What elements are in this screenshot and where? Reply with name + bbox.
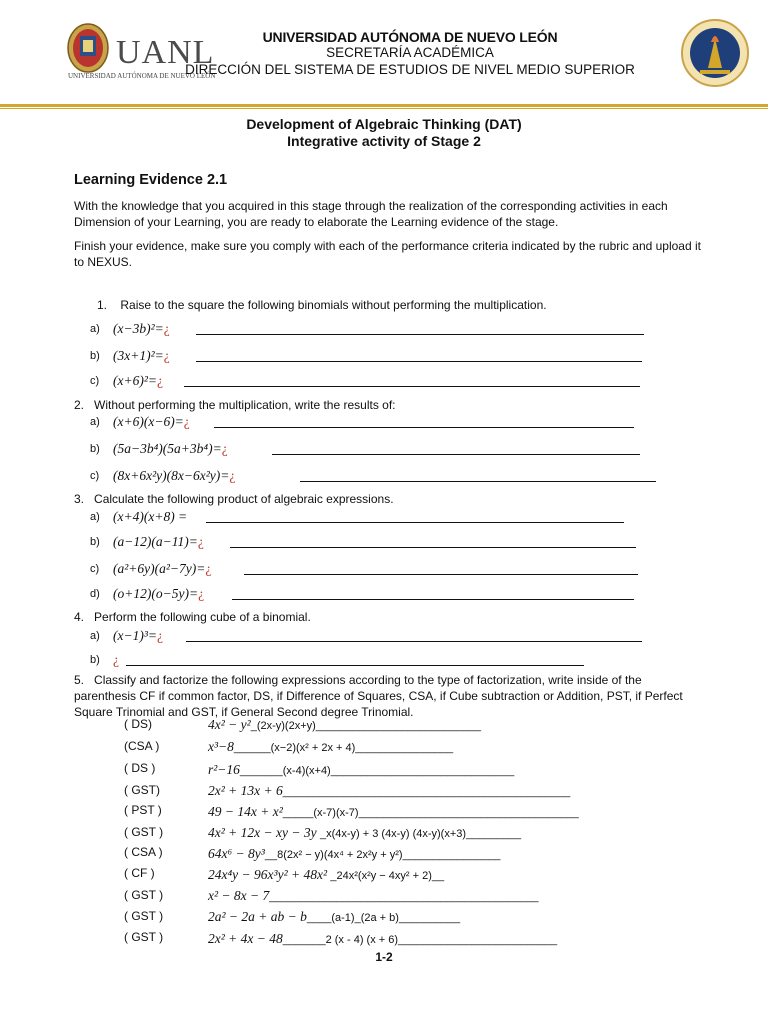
classification-box[interactable]: ( GST) xyxy=(124,783,160,797)
factor-row: 4x² + 12x − xy − 3y _x(4x-y) + 3 (4x-y) (4x-y)(x+3)_________ xyxy=(208,825,522,840)
factor-row: x³−8______(x−2)(x² + 2x + 4)________________ xyxy=(208,739,454,754)
classification-box[interactable]: (CSA ) xyxy=(124,739,160,753)
direccion-label: DIRECCIÓN DEL SISTEMA DE ESTUDIOS DE NIVEL MEDIO SUPERIOR xyxy=(185,62,635,77)
factor-row: x² − 8x − 7____________________________________________ xyxy=(208,888,539,903)
item-label: a) xyxy=(90,416,100,428)
classification-box[interactable]: ( DS ) xyxy=(124,761,156,775)
expression: (o+12)(o−5y)=¿ xyxy=(113,586,205,601)
answer-line[interactable] xyxy=(126,665,584,666)
expression: (x−1)³=¿ xyxy=(113,628,164,643)
question-number: 1. xyxy=(97,298,108,312)
expression: (a−12)(a−11)=¿ xyxy=(113,534,204,549)
factor-row: 2a² − 2a + ab − b____(a-1)_(2a + b)__________ xyxy=(208,909,461,924)
factor-row: r²−16_______(x-4)(x+4)______________________________ xyxy=(208,762,515,777)
question-4: 4. Perform the following cube of a binomial. xyxy=(74,610,311,624)
item-label: c) xyxy=(90,470,100,482)
expression: (x+6)(x−6)=¿ xyxy=(113,414,190,429)
factor-row: 4x² − y²_(2x-y)(2x+y)___________________________ xyxy=(208,717,481,732)
uanl-seal-icon xyxy=(66,22,110,74)
item-label: c) xyxy=(90,375,100,387)
classification-box[interactable]: ( DS) xyxy=(124,717,152,731)
classification-box[interactable]: ( GST ) xyxy=(124,825,164,839)
answer-line[interactable] xyxy=(232,599,634,600)
item-label: b) xyxy=(90,654,100,666)
classification-box[interactable]: ( GST ) xyxy=(124,930,164,944)
page-number: 1-2 xyxy=(375,950,393,964)
answer-line[interactable] xyxy=(300,481,656,482)
factor-row: 64x⁶ − 8y³__8(2x² − y)(4x⁴ + 2x²y + y²)________________ xyxy=(208,846,501,861)
answer-line[interactable] xyxy=(206,522,624,523)
evidence-heading: Learning Evidence 2.1 xyxy=(74,172,228,188)
expression: (x+6)²=¿ xyxy=(113,373,164,388)
factor-row: 2x² + 13x + 6_______________________________________________ xyxy=(208,783,571,798)
item-label: a) xyxy=(90,511,100,523)
item-label: b) xyxy=(90,350,100,362)
expression: (3x+1)²=¿ xyxy=(113,348,170,363)
question-5: 5. Classify and factorize the following expressions according to the type of factorization, write inside of the parenthesis CF if common factor, DS, if Difference of Squares, CSA, if Cube subtraction or Addition, PST, if Perfect Square Trinomial and GST, if General Second degree Trinomial. xyxy=(74,673,683,719)
classification-box[interactable]: ( CSA ) xyxy=(124,845,163,859)
intro-paragraph: With the knowledge that you acquired in this stage through the realization of the corresponding activities in each Dimension of your Learning, you are ready to elaborate the Learning evidence of the stage. xyxy=(74,199,668,229)
question-text: Without performing the multiplication, write the results of: xyxy=(94,398,396,412)
classification-box[interactable]: ( CF ) xyxy=(124,866,155,880)
question-text: Perform the following cube of a binomial. xyxy=(94,610,311,624)
answer-line[interactable] xyxy=(214,427,634,428)
question-text: Raise to the square the following binomials without performing the multiplication. xyxy=(120,298,547,312)
logo-wordmark: UANL xyxy=(116,34,215,71)
answer-line[interactable] xyxy=(196,334,644,335)
logo-subtext: UNIVERSIDAD AUTÓNOMA DE NUEVO LEÓN xyxy=(68,72,216,80)
question-2: 2. Without performing the multiplication, write the results of: xyxy=(74,398,396,412)
university-name: UNIVERSIDAD AUTÓNOMA DE NUEVO LEÓN xyxy=(262,29,558,45)
factor-row: 49 − 14x + x²_____(x-7)(x-7)____________________________________ xyxy=(208,804,579,819)
header-divider-thin xyxy=(0,108,768,109)
expression: (8x+6x²y)(8x−6x²y)=¿ xyxy=(113,468,236,483)
item-label: b) xyxy=(90,443,100,455)
secretaria-label: SECRETARÍA ACADÉMICA xyxy=(326,45,494,60)
question-text: Calculate the following product of algebraic expressions. xyxy=(94,492,394,506)
factor-row: 24x⁴y − 96x³y² + 48x² _24x²(x²y − 4xy² + 2)__ xyxy=(208,867,445,882)
answer-line[interactable] xyxy=(196,361,642,362)
item-label: d) xyxy=(90,588,100,600)
nms-torch-logo-icon xyxy=(680,18,750,88)
item-label: c) xyxy=(90,563,100,575)
expression: (5a−3b⁴)(5a+3b⁴)=¿ xyxy=(113,441,228,456)
question-3: 3. Calculate the following product of algebraic expressions. xyxy=(74,492,394,506)
question-1 xyxy=(97,298,547,312)
item-label: b) xyxy=(90,536,100,548)
answer-line[interactable] xyxy=(244,574,638,575)
expression: ¿ xyxy=(113,652,119,667)
classification-box[interactable]: ( PST ) xyxy=(124,803,162,817)
document-subtitle: Integrative activity of Stage 2 xyxy=(287,133,481,149)
classification-box[interactable]: ( GST ) xyxy=(124,909,164,923)
factor-row: 2x² + 4x − 48_______2 (x - 4) (x + 6)__________________________ xyxy=(208,931,558,946)
instructions-paragraph: Finish your evidence, make sure you comply with each of the performance criteria indicated by the rubric and upload it to NEXUS. xyxy=(74,239,701,269)
item-label: a) xyxy=(90,630,100,642)
classification-box[interactable]: ( GST ) xyxy=(124,888,164,902)
question-text: Classify and factorize the following expressions according to the type of factorization, write inside of the parenthesis CF if common factor, DS, if Difference of Squares, CSA, if Cube subtraction or Addition, PST, if Perfect Square Trinomial and GST, if General Second degree Trinomial. xyxy=(74,673,683,719)
expression: (a²+6y)(a²−7y)=¿ xyxy=(113,561,212,576)
expression: (x−3b)²=¿ xyxy=(113,321,170,336)
document-header xyxy=(0,0,768,118)
expression: (x+4)(x+8) = xyxy=(113,509,188,524)
answer-line[interactable] xyxy=(272,454,640,455)
header-divider xyxy=(0,104,768,107)
answer-line[interactable] xyxy=(186,641,642,642)
answer-line[interactable] xyxy=(184,386,640,387)
answer-line[interactable] xyxy=(230,547,636,548)
document-title: Development of Algebraic Thinking (DAT) xyxy=(246,116,522,132)
item-label: a) xyxy=(90,323,100,335)
